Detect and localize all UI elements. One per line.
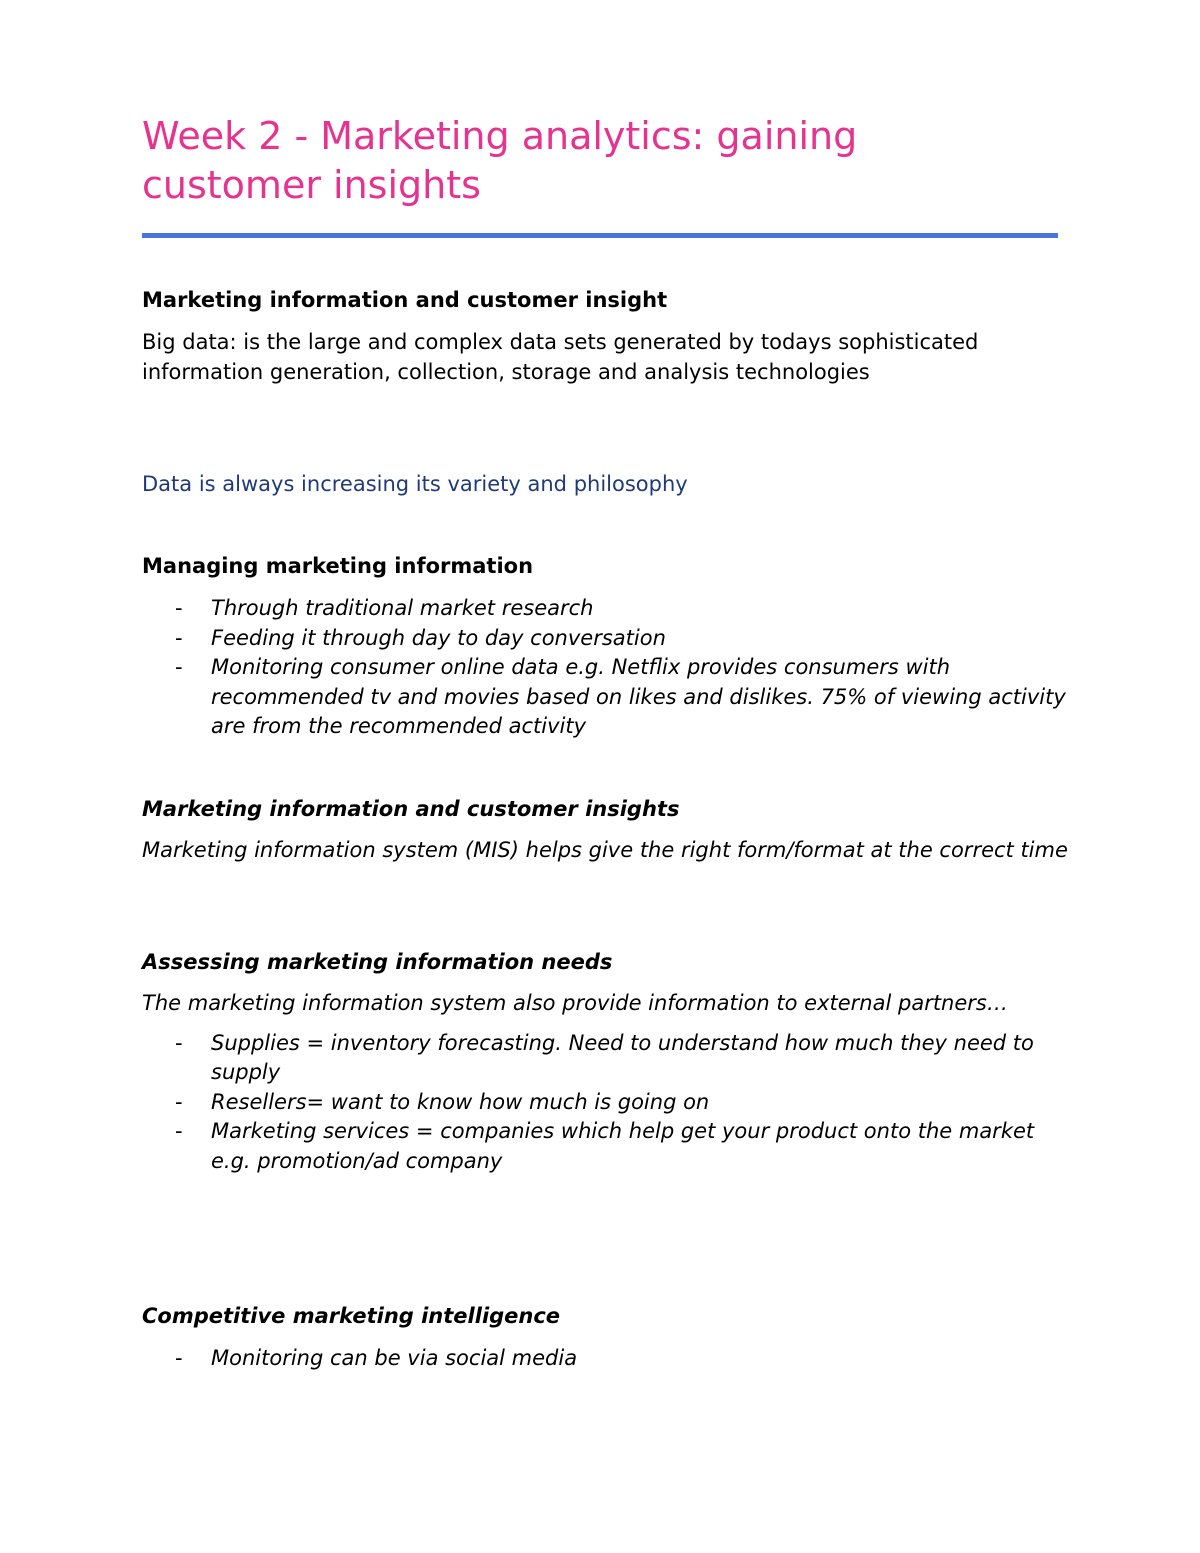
list-item: - Monitoring can be via social media xyxy=(142,1344,1072,1374)
list-item: - Resellers= want to know how much is going on xyxy=(142,1088,1072,1118)
list-item: - Feeding it through day to day conversation xyxy=(142,624,1072,654)
dash-bullet-icon: - xyxy=(175,1089,183,1114)
section-body: Big data: is the large and complex data sets generated by todays sophisticated information generation, collection, storage and analysis technologies xyxy=(142,330,979,384)
dash-bullet-icon: - xyxy=(175,596,183,620)
section-body: Marketing information system (MIS) helps give the right form/format at the correct time xyxy=(142,838,1068,862)
dash-bullet-icon: - xyxy=(175,1119,183,1143)
dash-bullet-icon: - xyxy=(175,655,183,679)
section-heading: Marketing information and customer insights xyxy=(142,797,680,821)
section-heading: Marketing information and customer insight xyxy=(142,288,668,312)
list-item: - Marketing services = companies which help get your product onto the market e.g. promotion/ad company xyxy=(175,1119,1035,1173)
section-competitive-intelligence xyxy=(142,1302,1072,1374)
section-mis xyxy=(142,795,1072,866)
bullet-list xyxy=(142,1344,1072,1374)
list-item: - Through traditional market research xyxy=(142,594,1072,624)
dash-bullet-icon: - xyxy=(175,1030,183,1055)
highlight-note: Data is always increasing its variety and philosophy xyxy=(142,472,688,496)
dash-bullet-icon: - xyxy=(175,1346,183,1370)
section-heading: Managing marketing information xyxy=(142,554,534,578)
section-big-data xyxy=(142,286,1072,387)
document-title: Week 2 - Marketing analytics: gaining customer insights xyxy=(142,114,858,207)
bullet-list xyxy=(142,594,1072,742)
section-heading: Assessing marketing information needs xyxy=(142,950,613,974)
section-heading: Competitive marketing intelligence xyxy=(142,1304,561,1328)
highlight-note-block xyxy=(142,470,1072,500)
list-item: - Supplies = inventory forecasting. Need to understand how much they need to supply xyxy=(175,1030,1034,1084)
title-underline-rule xyxy=(142,233,1058,238)
section-managing-info xyxy=(142,552,1072,742)
bullet-list xyxy=(142,1029,1072,1177)
section-body: The marketing information system also provide information to external partners… xyxy=(142,991,1008,1015)
section-assessing-needs xyxy=(142,948,1072,1176)
list-item: - Monitoring consumer online data e.g. Netflix provides consumers with recommended tv and movies based on likes and dislikes. 75% of viewing activity are from the recommended activity xyxy=(175,655,1066,738)
dash-bullet-icon: - xyxy=(175,625,183,650)
